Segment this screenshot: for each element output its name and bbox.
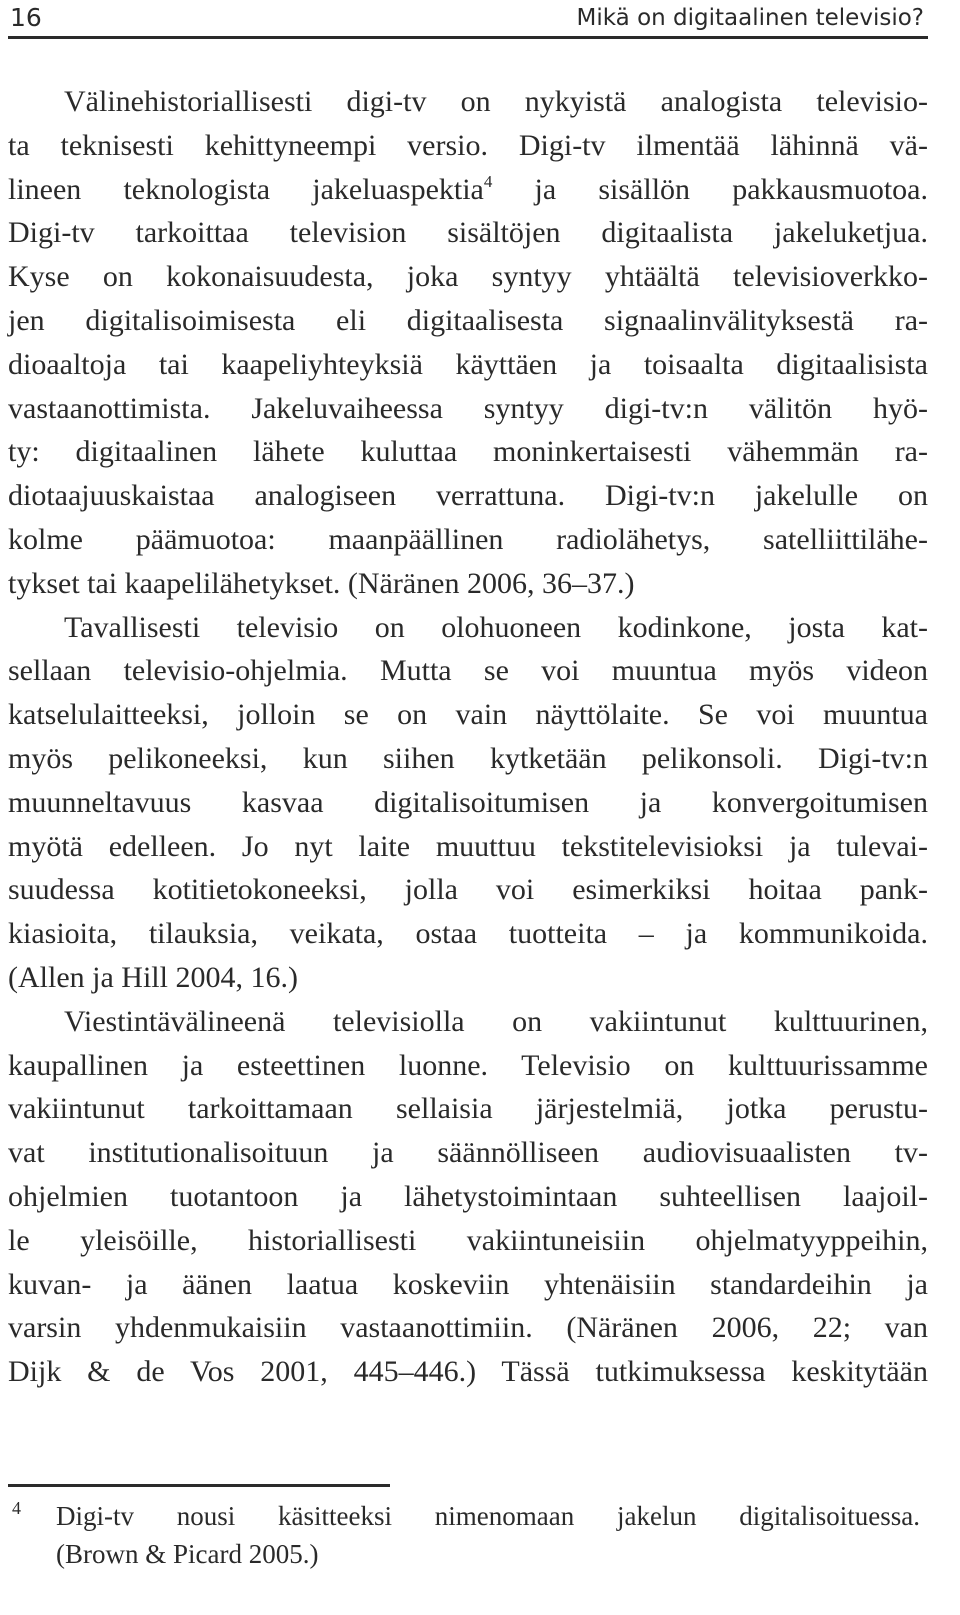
text-line: katselulaitteeksi, jolloin se on vain näyttölaite. Se voi muuntua	[8, 698, 928, 732]
text-line: sellaan televisio-ohjelmia. Mutta se voi muuntua myös videon	[8, 654, 928, 688]
text-line: Digi-tv tarkoittaa television sisältöjen digitaalista jakeluketjua.	[8, 216, 928, 250]
text-segment: lineen teknologista jakeluaspektia	[8, 172, 484, 206]
paragraph-3	[8, 1000, 928, 1394]
text-line: jen digitalisoimisesta eli digitaalisesta signaalinvälityksestä ra-	[8, 303, 928, 337]
paragraph-1	[8, 80, 928, 606]
text-line: ta teknisesti kehittyneempi versio. Digi-tv ilmentää lähinnä vä-	[8, 128, 928, 162]
text-line-with-footnote-ref	[8, 168, 928, 212]
footnote	[8, 1497, 928, 1573]
text-line: myötä edelleen. Jo nyt laite muuttuu tekstitelevisioksi ja tulevai-	[8, 829, 928, 863]
text-line: (Allen ja Hill 2004, 16.)	[8, 960, 298, 994]
text-line: vakiintunut tarkoittamaan sellaisia järjestelmiä, jotka perustu-	[8, 1092, 928, 1126]
text-line: varsin yhdenmukaisiin vastaanottimiin. (Näränen 2006, 22; van	[8, 1311, 928, 1345]
footnote-divider	[8, 1484, 390, 1487]
text-line: muunneltavuus kasvaa digitalisoitumisen ja konvergoitumisen	[8, 785, 928, 819]
footnote-line: (Brown & Picard 2005.)	[56, 1539, 319, 1569]
text-line: diotaajuuskaistaa analogiseen verrattuna. Digi-tv:n jakelulle on	[8, 479, 928, 513]
text-line: le yleisöille, historiallisesti vakiintuneisiin ohjelmatyyppeihin,	[8, 1223, 928, 1257]
text-line: kuvan- ja äänen laatua koskeviin yhtenäisiin standardeihin ja	[8, 1267, 928, 1301]
paragraph-2	[8, 606, 928, 1000]
text-segment: ja sisällön pakkausmuotoa.	[492, 172, 928, 206]
text-line: Viestintävälineenä televisiolla on vakiintunut kulttuurinen,	[64, 1004, 928, 1038]
text-line: dioaaltoja tai kaapeliyhteyksiä käyttäen ja toisaalta digitaalisista	[8, 347, 928, 381]
text-line: myös pelikoneeksi, kun siihen kytketään pelikonsoli. Digi-tv:n	[8, 741, 928, 775]
text-line: Tavallisesti televisio on olohuoneen kodinkone, josta kat-	[64, 610, 928, 644]
text-line: kaupallinen ja esteettinen luonne. Televisio on kulttuurissamme	[8, 1048, 928, 1082]
text-line: tykset tai kaapelilähetykset. (Näränen 2006, 36–37.)	[8, 566, 635, 600]
footnote-text	[56, 1497, 920, 1573]
text-line: vat institutionalisoituun ja säännölliseen audiovisuaalisten tv-	[8, 1136, 928, 1170]
running-title: Mikä on digitaalinen televisio?	[576, 5, 924, 31]
footnote-marker: 4	[12, 1498, 21, 1518]
text-line: Dijk & de Vos 2001, 445–446.) Tässä tutkimuksessa keskitytään	[8, 1355, 928, 1389]
body-text	[8, 80, 928, 1394]
page-header	[8, 0, 928, 39]
footnote-reference[interactable]: 4	[483, 171, 493, 191]
text-line: ohjelmien tuotantoon ja lähetystoimintaan suhteellisen laajoil-	[8, 1179, 928, 1213]
page-number: 16	[10, 3, 42, 32]
text-line: Välinehistoriallisesti digi-tv on nykyistä analogista televisio-	[64, 85, 928, 118]
text-line: kolme päämuotoa: maanpäällinen radiolähetys, satelliittilähe-	[8, 522, 928, 556]
text-line: Kyse on kokonaisuudesta, joka syntyy yhtäältä televisioverkko-	[8, 260, 928, 294]
text-line: kiasioita, tilauksia, veikata, ostaa tuotteita – ja kommunikoida.	[8, 917, 928, 951]
footnote-line: Digi-tv nousi käsitteeksi nimenomaan jakelun digitalisoituessa.	[56, 1501, 920, 1531]
text-line: ty: digitaalinen lähete kuluttaa moninkertaisesti vähemmän ra-	[8, 435, 928, 469]
text-line: suudessa kotitietokoneeksi, jolla voi esimerkiksi hoitaa pank-	[8, 873, 928, 907]
text-line: vastaanottimista. Jakeluvaiheessa syntyy digi-tv:n välitön hyö-	[8, 391, 928, 425]
